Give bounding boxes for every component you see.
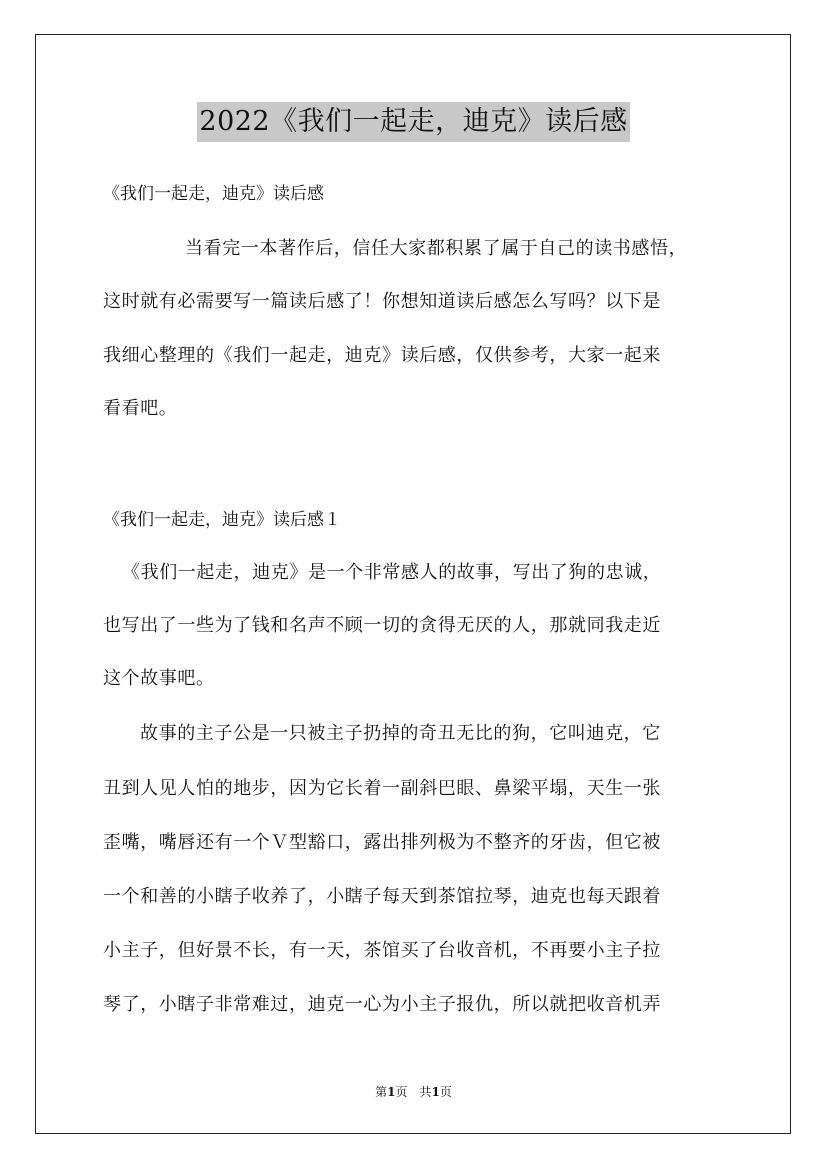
total-pages: 1: [431, 1085, 440, 1099]
intro-line: 这时就有必需要写一篇读后感了！你想知道读后感怎么写吗？以下是: [103, 291, 661, 312]
paragraph-line: 《我们一起走，迪克》是一个非常感人的故事，写出了狗的忠诚，: [122, 562, 662, 583]
section1-heading: 《我们一起走，迪克》读后感１: [103, 510, 341, 530]
title-container: [0, 102, 827, 142]
paragraph-line: 琴了，小瞎子非常难过，迪克一心为小主子报仇，所以就把收音机弄: [103, 994, 661, 1015]
intro-line: 看看吧。: [103, 398, 178, 419]
subheading: 《我们一起走，迪克》读后感: [103, 184, 324, 204]
paragraph-line: 故事的主子公是一只被主子扔掉的奇丑无比的狗，它叫迪克，它: [140, 723, 661, 744]
paragraph-line: 一个和善的小瞎子收养了，小瞎子每天到茶馆拉琴，迪克也每天跟着: [103, 886, 661, 907]
footer-suffix: 页: [439, 1085, 452, 1099]
paragraph-line: 这个故事吧。: [103, 668, 215, 689]
footer-prefix: 第: [375, 1085, 388, 1099]
page-number: 1: [387, 1085, 396, 1099]
footer-mid: 页 共: [395, 1085, 432, 1099]
page-footer: [0, 1084, 827, 1100]
intro-line: 我细心整理的《我们一起走，迪克》读后感，仅供参考，大家一起来: [103, 345, 661, 366]
paragraph-line: 也写出了一些为了钱和名声不顾一切的贪得无厌的人，那就同我走近: [103, 615, 661, 636]
paragraph-line: 小主子，但好景不长，有一天，茶馆买了台收音机，不再要小主子拉: [103, 940, 661, 961]
intro-line: 当看完一本著作后，信任大家都积累了属于自己的读书感悟，: [185, 238, 688, 259]
document-title: 2022《我们一起走，迪克》读后感: [197, 102, 629, 142]
paragraph-line: 歪嘴，嘴唇还有一个Ｖ型豁口，露出排列极为不整齐的牙齿，但它被: [103, 832, 661, 853]
paragraph-line: 丑到人见人怕的地步，因为它长着一副斜巴眼、鼻梁平塌，天生一张: [103, 778, 661, 799]
